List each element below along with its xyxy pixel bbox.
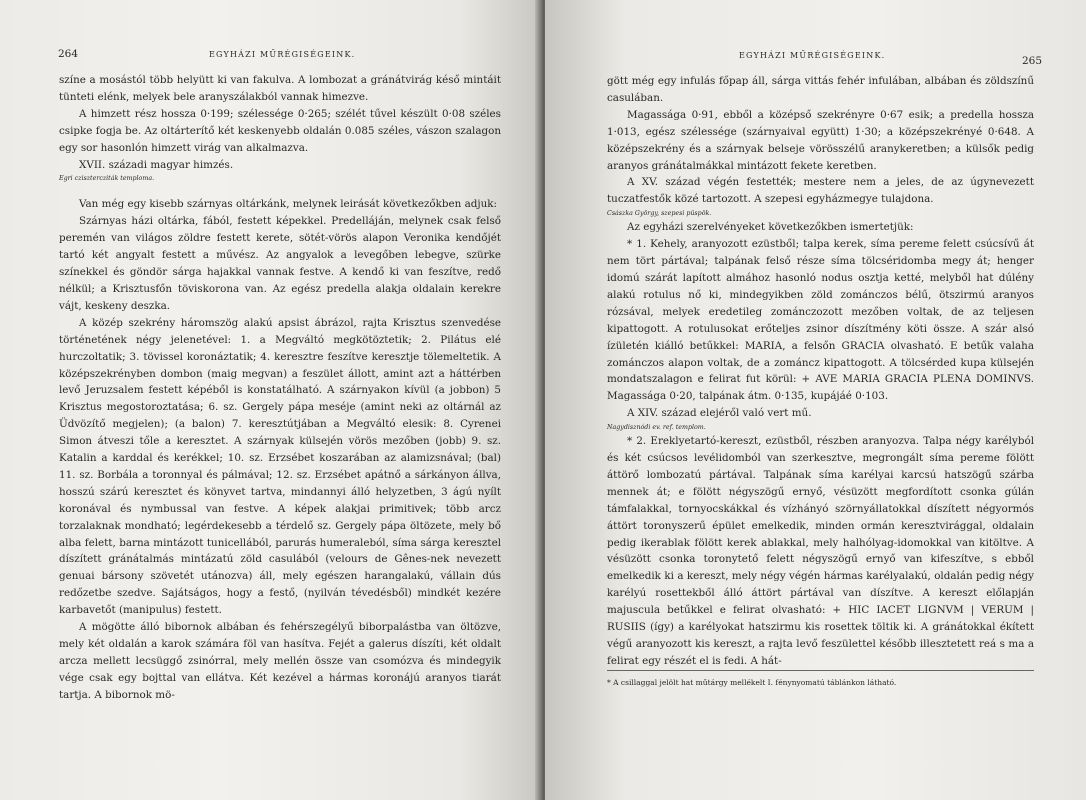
source-note: Nagydiszn​ódi ev. ref. templom. <box>607 424 706 432</box>
source-note: Egri cziszterczi​ták templomа. <box>59 175 155 183</box>
source-note: Császka György, szepesi püspök. <box>607 210 712 218</box>
paragraph: XVII. századi magyar himzés. <box>79 158 234 171</box>
paragraph: színe a mosástól több helyütt ki van fakulva. A lombozat a gránátvirág késő mintáit tünteti elénk, melyek bele aranyszálakból vannak himezve. <box>59 74 501 103</box>
left-page <box>0 0 541 800</box>
running-head-title: EGYHÁZI MŰRÉGISÉGEINK. <box>739 51 886 60</box>
footnote: * A csillaggal jelölt hat műtárgy mellékelt I. fénynyomatú táblánkon látható. <box>607 670 1034 688</box>
page-number: 265 <box>1021 55 1042 67</box>
right-page-body <box>607 73 1034 688</box>
running-head-title: EGYHÁZI MŰRÉGISÉGEINK. <box>209 50 356 59</box>
left-page-body <box>59 72 501 704</box>
paragraph: A himzett rész hossza 0·199; szélessége 0·265; szélét tűvel készült 0·08 széles csipke fogja be. Az oltárterítő két keskenyebb oldalán 0.085 széles, vászon szalagon egy sor hasonlón himzett virág van alkalmazva. <box>59 107 501 154</box>
paragraph: Az egyházi szerelvényeket következőkben ismertetjük: <box>627 221 914 234</box>
paragraph: gött még egy infulás főpap áll, sárga vittás fehér infulában, albában és zöldszínű casulában. <box>607 75 1034 104</box>
paragraph: Magassága 0·91, ebből a középső szekrényre 0·67 esik; a predella hossza 1·013, egész szélessége (szárnyaival együtt) 1·30; a középszekrényé 0·648. A középszekrény és a szárnyak belseje vörösszélű aranykeretben; a külsők pedig aranyos gránátalmákkal mintázott fekete keretben. <box>607 108 1034 172</box>
paragraph: Van még egy kisebb szárnyas oltárkánk, melynek leirását következőkben adjuk: <box>79 198 498 211</box>
item-date: A XIV. század elejéről való vert mű. <box>627 407 812 420</box>
catalog-item: * 2. Ereklyetartó-kereszt, ezüstből, részben aranyozva. Talpa négy karélyból és két csúcsos levélidomból van szerkesztve, megrongált síma pereme fölött áttörő lombozatú pártával. Talpának síma karélyai karcsú hatszögű szárba mennek át; e fölött négyszögű ernyő, vésüzött megfordított csonka gúlán támfalakkal, tornyocskákkal és vízhányó szörnyállatokkal díszített négyormós áttört toronyszerű épület emelkedik, minden ormán keresztvirággal, oldalain pedig ikerablak fölött kerek ablakkal, mely halhólyag-idomokkal van kitöltve. A vésüzött csonka toronytető felett négyszögű ernyő van kifeszítve, s ebből emelkedik ki a kereszt, mely négy végén hármas karélyalakú, oldalán pedig négy karélyú rosettekből álló áttört pártával van díszítve. A kereszt előlapján majuscula betűkkel e felirat olvasható: + HIC IACET LIGNVM | VERUM | RUSIIS (így) a karélyokat hatszirmu kis rosettek töltik ki. A gránátokkal ékített végű aranyozott kis kereszt, a rajta levő feszülettel később illesztetett reá s ma a felirat egy részét el is fedi. A hát- <box>607 435 1034 667</box>
paragraph: A XV. század végén festették; mestere nem a jeles, de az úgynevezett tuczatfestők közé tartozott. A szepesi egyházmegye tulajdona. <box>607 176 1034 206</box>
paragraph: A közép szekrény háromszög alakú apsist ábrázol, rajta Krisztus szenvedése történetének négy jelenetével: 1. a Megváltó megkötöztetik; 2. Pilátus elé hurczoltatik; 3. tövissel koronáztatik; 4. keresztre feszítve keresztje tölemeltetik. A középszekrényben dombon (maig megvan) a feszület állott, amint azt a háttérben levő Jeruzsalem festett képéből is konstatálható. A szárnyakon kívül (a jobbon) 5 Krisztus megostoroztatása; 6. sz. Gergely pápa meséje (amint neki az oltárnál az Üdvözítő megjelen); (a balon) 7. keresztútjában a Megváltó elesik: 8. Cyrenei Simon átveszi tőle a keresztet. A szárnyak külsején vörös mezőben (jobb) 9. sz. Katalin a karddal és kerékkel; 10. sz. Erzsébet koszarában az alamizsnával; (bal) 11. sz. Borbála a toronnyal és pálmával; 12. sz. Erzsébet apátnő a sárkányon állva, hosszú szárú keresztet és könyvet tartva, mindannyi álló helyzetben, 3 ágú nyílt koronával és nymbussal van festve. A képek alakjai primitivek; több arcz torzalaknak mondható; legérdekesebb a térdelő sz. Gergely pápa öltözete, mely bő alba felett, barna mintázott tunicellából, parurás humeraleból, síma sárga keresztel díszített gránátalmás mintázatú zöld casulából (velours de Gênes-nek nevezett genuai bársony szövetét utánozva) áll, mely egészen harangalakú, vállain dús redőzetbe szedve. Sajátságos, hogy a festő, (nyilván tévedésből) mindkét kezére karbavetőt (manipulus) festett. <box>59 316 501 617</box>
running-header-right <box>607 47 1042 67</box>
running-header-left <box>59 46 501 62</box>
right-page <box>545 0 1086 800</box>
paragraph: Szárnyas házi oltárka, fából, festett képekkel. Predelláján, melynek csak felső peremén van világos zöldre festett kerete, sötét-vörös alapon Veronika kendőjét tartó két angyalt festett a művész. Az angyalok a levegőben lebegve, szürke színekkel és göndör sárga hajakkal vannak festve. A kendő ki van feszítve, redő nélkül; a Krisztusfőn töviskorona van. Az egész predella alakja oldalain kerekre vájt, keskeny deszka. <box>59 215 501 312</box>
page-number: 264 <box>58 48 79 60</box>
catalog-item: * 1. Kehely, aranyozott ezüstből; talpa kerek, síma pereme felett csúcsívű át nem tört pártával; talpának felső része síma tölcséridomba megy át; henger idomú szárát lapított almához hasonló nodus osztja ketté, melyből hat dúlény alakú rotulus nő ki, mindegyikben zöld zománczos bélű, ötszirmú aranyos rózsával, melyek eredetileg zománczozott mezőben voltak, de az teljesen kipattogott. A rotulusokat erőteljes zsinor díszítmény köti össze. A szár alsó ízületén kiálló betűkkel: MARIA, a felsőn GRACIA olvasható. E betűk valaha zománczos alapon voltak, de a zománcz kipattogott. A tölcsérded kupa külsején mondatszalagon e felirat fut körül: + AVE MARIA GRACIA PLENA DOMINVS. Magassága 0·20, talpának átm. 0·135, kupájáé 0·103. <box>607 238 1034 403</box>
paragraph: A mögötte álló bibornok albában és fehérszegélyű biborpalástba van öltözve, mely két oldalán a karok számára föl van hasítva. Fejét a galerus díszíti, két oldalt arcza mellett lecsüggő zsinórral, mely mellén össze van csomózva és mindegyik vége csak egy bojttal van ellátva. Két kezével a hármas koronájú aranyos tiarát tartja. A bibornok mö- <box>59 621 501 701</box>
